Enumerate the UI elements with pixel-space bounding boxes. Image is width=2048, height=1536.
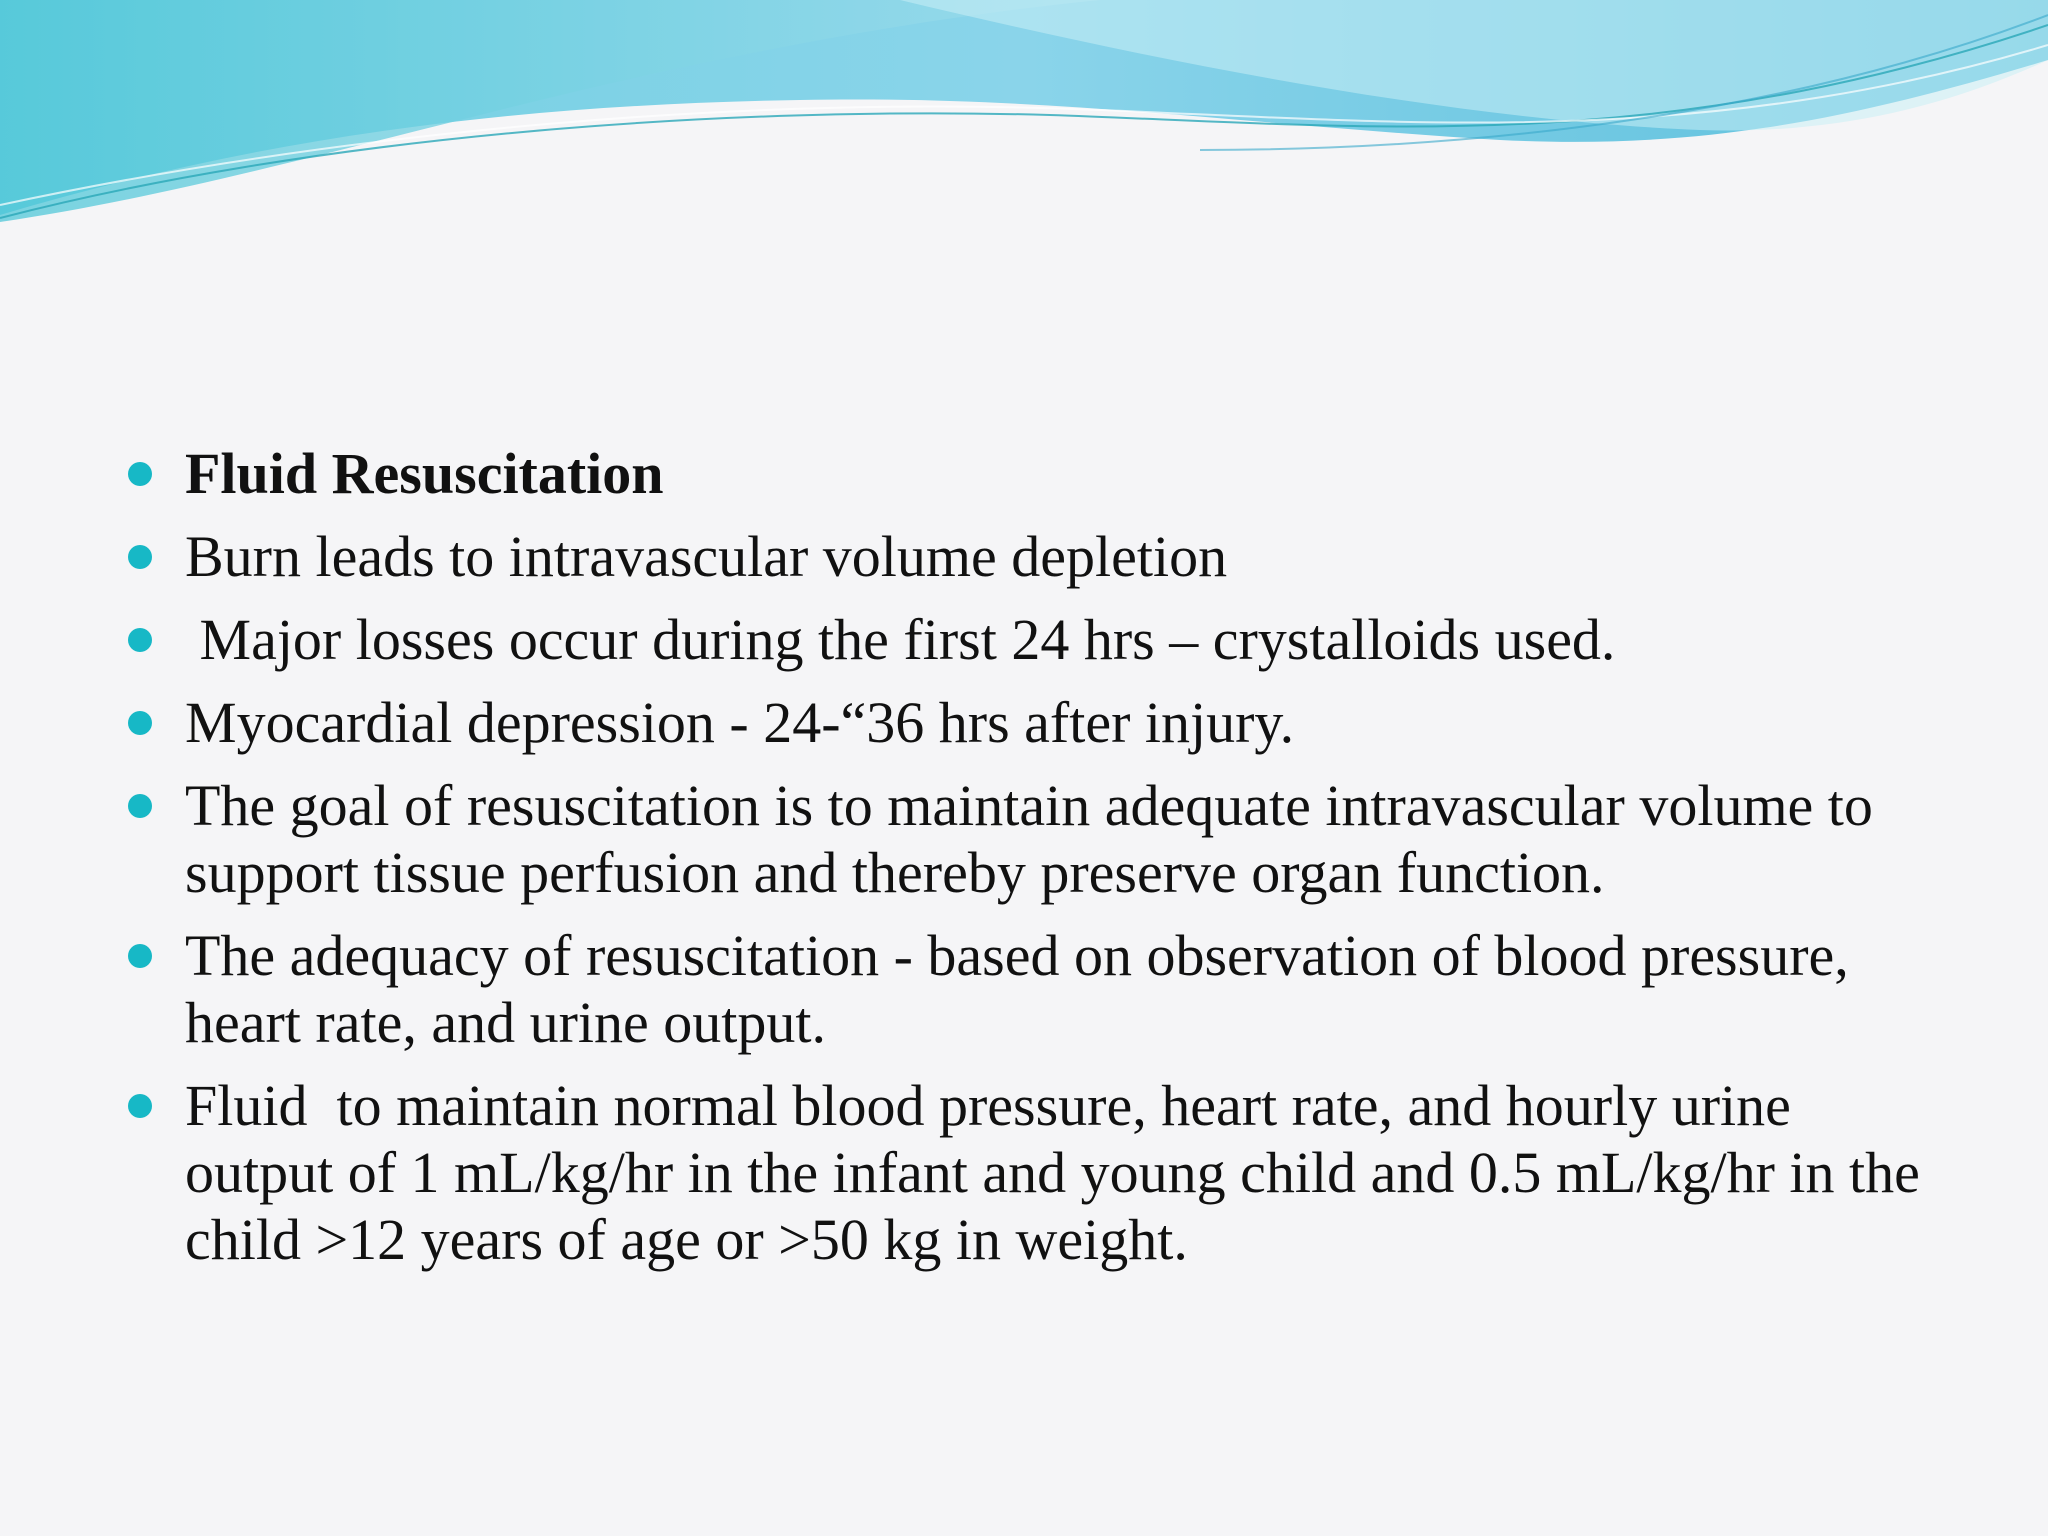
bullet-item bbox=[128, 689, 1928, 756]
bullet-title: Fluid Resuscitation bbox=[185, 441, 664, 506]
bullet-dot-icon bbox=[128, 794, 152, 818]
bullet-item bbox=[128, 606, 1928, 673]
bullet-text: Fluid to maintain normal blood pressure, heart rate, and hourly urine output of 1 mL/kg/hr in the infant and young child and 0.5 mL/kg/hr in the child >12 years of age or >50 kg in weight. bbox=[185, 1073, 1935, 1272]
bullet-item bbox=[128, 1072, 1935, 1273]
bullet-dot-icon bbox=[128, 462, 152, 486]
bullet-list bbox=[128, 440, 1935, 1273]
slide-body bbox=[128, 440, 1935, 1289]
bullet-item bbox=[128, 922, 1928, 1056]
bullet-dot-icon bbox=[128, 711, 152, 735]
bullet-item bbox=[128, 523, 1928, 590]
header-wave-decoration bbox=[0, 0, 2048, 240]
bullet-text: Burn leads to intravascular volume depletion bbox=[185, 524, 1228, 589]
bullet-text: The goal of resuscitation is to maintain adequate intravascular volume to support tissue perfusion and thereby preserve organ function. bbox=[185, 773, 1873, 905]
bullet-dot-icon bbox=[128, 628, 152, 652]
bullet-dot-icon bbox=[128, 944, 152, 968]
bullet-text: Major losses occur during the first 24 hrs – crystalloids used. bbox=[185, 607, 1616, 672]
bullet-item bbox=[128, 772, 1928, 906]
bullet-dot-icon bbox=[128, 545, 152, 569]
bullet-text: Myocardial depression - 24-“36 hrs after injury. bbox=[185, 690, 1295, 755]
bullet-item bbox=[128, 440, 1928, 507]
bullet-dot-icon bbox=[128, 1094, 152, 1118]
bullet-text: The adequacy of resuscitation - based on observation of blood pressure, heart rate, and urine output. bbox=[185, 923, 1849, 1055]
